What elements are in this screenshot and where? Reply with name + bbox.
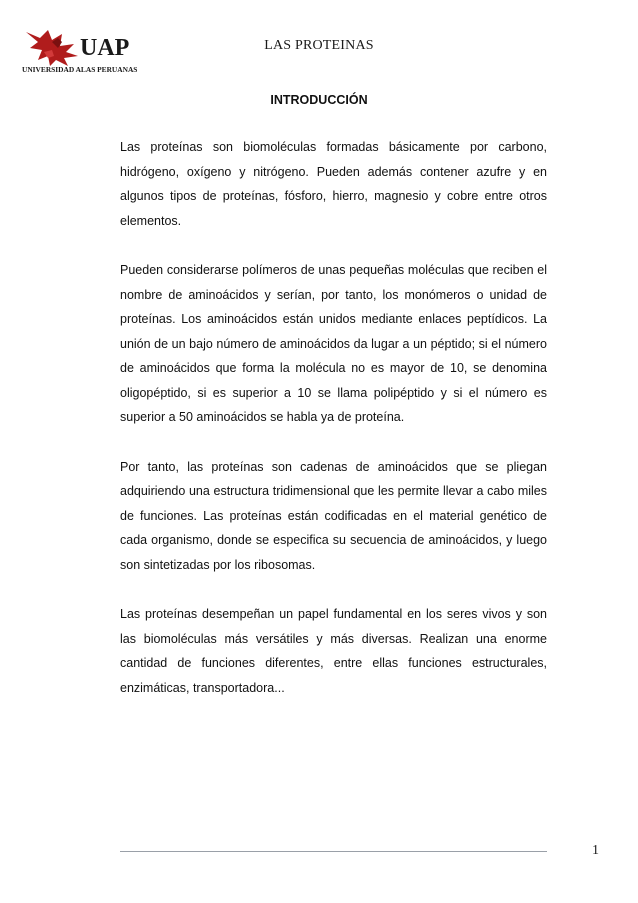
paragraph: Las proteínas desempeñan un papel fundamental en los seres vivos y son las biomoléculas más versátiles y más diversas. Realizan una enorme cantidad de funciones diferentes, entre ellas funciones estructurales, enzimáticas, transportadora... <box>120 607 547 695</box>
logo-subtitle: UNIVERSIDAD ALAS PERUANAS <box>22 65 138 74</box>
paragraph: Por tanto, las proteínas son cadenas de aminoácidos que se pliegan adquiriendo una estructura tridimensional que les permite llevar a cabo miles de funciones. Las proteínas están codificadas en el material genético de cada organismo, donde se especifica su secuencia de aminoácidos, y luego son sintetizadas por los ribosomas. <box>120 459 547 572</box>
body-text <box>120 135 547 725</box>
logo-wordmark: UAP <box>80 35 130 61</box>
paragraph: Las proteínas son biomoléculas formadas básicamente por carbono, hidrógeno, oxígeno y nitrógeno. Pueden además contener azufre y en algunos tipos de proteínas, fósforo, hierro, magnesio y cobre entre otros elementos. <box>120 140 547 228</box>
footer-divider <box>120 851 547 852</box>
section-heading: INTRODUCCIÓN <box>270 93 368 107</box>
running-header-title: LAS PROTEINAS <box>264 38 374 53</box>
paragraph: Pueden considerarse polímeros de unas pequeñas moléculas que reciben el nombre de aminoácidos y serían, por tanto, los monómeros o unidad de proteínas. Los aminoácidos están unidos mediante enlaces peptídicos. La unión de un bajo número de aminoácidos da lugar a un péptido; si el número de aminoácidos que forma la molécula no es mayor de 10, se denomina oligopéptido, si es superior a 10 se llama polipéptido y si el número es superior a 50 aminoácidos se habla ya de proteína. <box>120 263 547 424</box>
page-number: 1 <box>592 843 599 858</box>
